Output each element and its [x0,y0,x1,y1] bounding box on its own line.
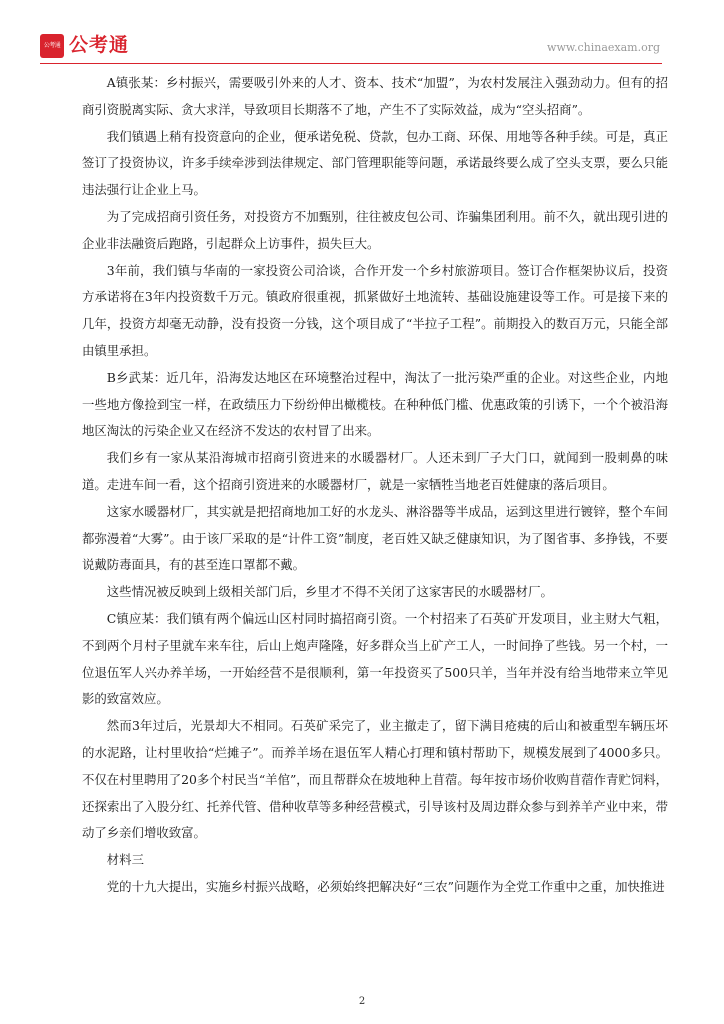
paragraph: 我们乡有一家从某沿海城市招商引资进来的水暖器材厂。人还未到厂子大门口，就闻到一股刺鼻的味道。走进车间一看，这个招商引资进来的水暖器材厂，就是一家牺牲当地老百姓健康的落后项目。 [82,450,668,492]
paragraph: 为了完成招商引资任务，对投资方不加甄别，往往被皮包公司、诈骗集团利用。前不久，就出现引进的企业非法融资后跑路，引起群众上访事件，损失巨大。 [82,208,668,251]
paragraph-a-zhang: A镇张某：乡村振兴，需要吸引外来的人才、资本、技术“加盟”，为农村发展注入强劲动力。但有的招商引资脱离实际、贪大求洋，导致项目长期落不了地，产生不了实际效益，成为“空头招商”。 [82,75,668,117]
section-heading-material-3: 材料三 [106,852,144,868]
document-body [82,70,668,901]
paragraph-b-wu: B乡武某：近几年，沿海发达地区在环境整治过程中，淘汰了一批污染严重的企业。对这些企业，内地一些地方像捡到宝一样，在政绩压力下纷纷伸出橄榄枝。在种种低门槛、优惠政策的引诱下，一个个被沿海地区淘汰的污染企业又在经济不发达的农村冒了出来。 [82,369,668,439]
paragraph: 这些情况被反映到上级相关部门后，乡里才不得不关闭了这家害民的水暖器材厂。 [106,584,553,600]
paragraph-c-ying: C镇应某：我们镇有两个偏远山区村同时搞招商引资。一个村招来了石英矿开发项目，业主财大气粗，不到两个月村子里就车来车往，后山上炮声隆隆，好多群众当上矿产工人，一时间挣了些钱。另一个村，一位退伍军人兴办养羊场，一开始经营不是很顺利，第一年投资买了500只羊，当年并没有给当地带来立竿见影的致富效应。 [82,610,668,707]
paragraph: 这家水暖器材厂，其实就是把招商地加工好的水龙头、淋浴器等半成品，运到这里进行镀锌，整个车间都弥漫着“大雾”。由于该厂采取的是“计件工资”制度，老百姓又缺乏健康知识，为了图省事、多挣钱，不要说戴防毒面具，有的甚至连口罩都不戴。 [82,503,668,573]
page-header [40,30,660,64]
page-number: 2 [358,996,366,1007]
header-divider [40,63,662,64]
paragraph: 然而3年过后，光景却大不相同。石英矿采完了，业主撤走了，留下满目疮痍的后山和被重型车辆压坏的水泥路，让村里收拾“烂摊子”。而养羊场在退伍军人精心打理和镇村帮助下，规模发展到了4000多只。不仅在村里聘用了20多个村民当“羊倌”，而且帮群众在坡地种上苜蓿。每年按市场价收购苜蓿作青贮饲料，还探索出了入股分红、托养代管、借种收草等多种经营模式，引导该村及周边群众参与到养羊产业中来，带动了乡亲们增收致富。 [82,718,669,841]
site-url: www.chinaexam.org [547,41,660,54]
paragraph: 党的十九大提出，实施乡村振兴战略，必须始终把解决好“三农”问题作为全党工作重中之重，加快推进 [106,878,665,894]
logo-text: 公考通 [69,34,130,56]
paragraph: 3年前，我们镇与华南的一家投资公司洽谈，合作开发一个乡村旅游项目。签订合作框架协议后，投资方承诺将在3年内投资数千万元。镇政府很重视，抓紧做好土地流转、基础设施建设等工作。可是接下来的几年，投资方却毫无动静，没有投资一分钱，这个项目成了“半拉子工程”。前期投入的数百万元，只能全部由镇里承担。 [82,262,668,358]
paragraph: 我们镇遇上稍有投资意向的企业，便承诺免税、贷款，包办工商、环保、用地等各种手续。可是，真正签订了投资协议，许多手续牵涉到法律规定、部门管理职能等问题，承诺最终要么成了空头支票，要么只能违法强行让企业上马。 [82,128,668,198]
logo-icon: 公考通 [40,34,64,58]
